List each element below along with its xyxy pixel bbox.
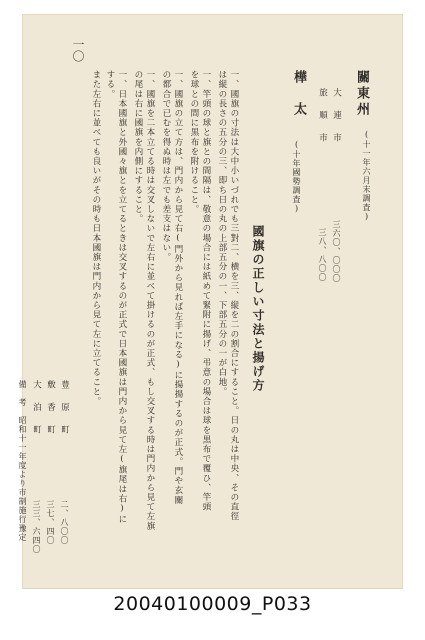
city-value: 三六〇、〇〇〇	[332, 220, 341, 283]
region-name: 樺 太	[291, 70, 306, 118]
body-line: の都合で已むを得ぬ時は左でも差支はない。	[160, 70, 171, 262]
body-line: 一、國旗の寸法は大中小いづれでも三對二、横を三、縦を二の割合にすること。日の丸は中央、その直徑	[228, 70, 239, 522]
body-line: は縦の長さの五分の三、即ち日の丸の上部五分の一、下部五分の一が白地。	[216, 70, 227, 397]
region-note: (十一年六月末調査)	[362, 130, 371, 222]
body-line: 一、日本國旗と外國々旗とを立てるときは交叉するのが正式で日本國旗は門内から見て左(旗尾は右)に	[116, 70, 127, 524]
body-line: また左右に並べても良いがその時も日本國旗は門内から見て左に立てること。	[90, 70, 101, 406]
remark-text: 備 考 昭和十一年度より市制施行豫定	[18, 380, 27, 542]
city-value: 三三、六四〇	[32, 500, 41, 554]
region-name: 關東州	[354, 70, 369, 118]
body-line: 一、國旗の立て方は、門内から見て右(門外から見れば左手になる)に揚揚するのが正式。門や玄關	[172, 70, 183, 505]
section-heading: 國旗の正しい寸法と揚げ方	[251, 225, 265, 393]
city-value: 二、八〇〇	[60, 500, 69, 545]
document-page	[22, 14, 403, 589]
body-line: する。	[104, 70, 115, 99]
city-name: 大 連 市	[331, 88, 342, 144]
city-name: 大 泊 町	[31, 380, 42, 436]
city-name: 旅 順 市	[317, 88, 328, 144]
city-name: 豊 原 町	[59, 380, 70, 436]
body-line: を球との間に黒布を附けること。	[188, 70, 199, 214]
page-number: 一〇	[71, 38, 85, 62]
city-name: 敷 香 町	[45, 380, 56, 436]
region-note: (十年國勢調査)	[292, 140, 301, 214]
city-value: 三八、八〇〇	[318, 228, 327, 282]
body-line: の尾は右に國旗を内側にすること。	[132, 70, 143, 224]
body-line: 一、竿頭の球と旗との間隔は、敬意の場合には紙めて緊附に揚げ、弔意の場合は球を黒布で覆ひ、竿頭	[200, 70, 211, 512]
city-value: 三七、四〇	[46, 500, 55, 545]
archive-id: 20040100009_P033	[113, 593, 312, 615]
body-line: 一、國旗を二本立てる時は交叉しないで左右に並べて掛けるのが正式、もし交叉する時は門内から見て左旗	[144, 70, 155, 531]
